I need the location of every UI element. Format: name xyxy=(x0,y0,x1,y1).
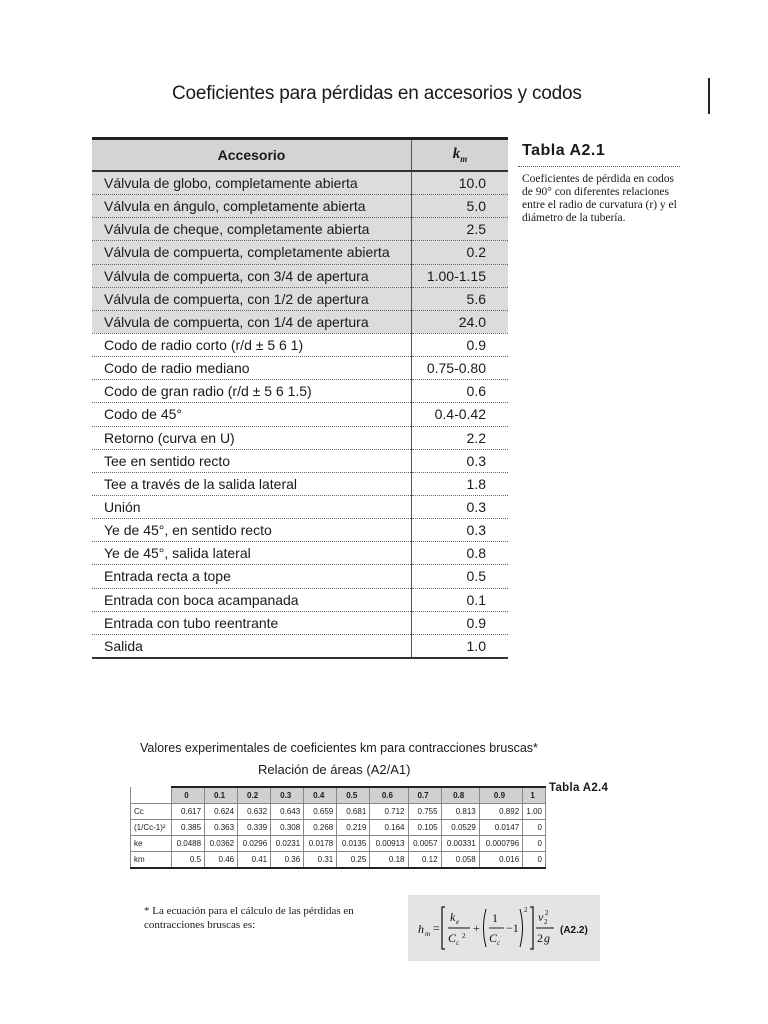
value-cell: 0.31 xyxy=(304,852,337,869)
svg-text:C: C xyxy=(448,931,457,945)
area-ratio-subtitle: Relación de áreas (A2/A1) xyxy=(258,762,411,777)
accesorio-cell: Válvula de cheque, completamente abierta xyxy=(92,218,412,241)
accesorio-cell: Válvula de compuerta, con 1/4 de apertura xyxy=(92,310,412,333)
table-row xyxy=(92,588,508,611)
value-cell: 0.5 xyxy=(172,852,205,869)
table-a24-label: Tabla A2.4 xyxy=(549,782,609,794)
value-cell: 0.617 xyxy=(172,804,205,820)
km-cell: 0.3 xyxy=(412,495,509,518)
km-cell: 10.0 xyxy=(412,171,509,195)
value-cell: 0.681 xyxy=(337,804,370,820)
value-cell: 0.0231 xyxy=(271,836,304,852)
corner-cell xyxy=(131,787,172,804)
value-cell: 0.339 xyxy=(238,820,271,836)
header-accesorio: Accesorio xyxy=(92,139,412,172)
svg-text:+: + xyxy=(473,921,480,935)
value-cell: 0.892 xyxy=(479,804,522,820)
accesorio-cell: Válvula en ángulo, completamente abierta xyxy=(92,195,412,218)
svg-text:2: 2 xyxy=(524,906,528,914)
value-cell: 0.41 xyxy=(238,852,271,869)
table-row xyxy=(92,287,508,310)
value-cell: 0.105 xyxy=(408,820,441,836)
km-cell: 0.75-0.80 xyxy=(412,357,509,380)
km-cell: 0.3 xyxy=(412,519,509,542)
table-row xyxy=(92,403,508,426)
table-row xyxy=(92,380,508,403)
value-cell: 0.363 xyxy=(205,820,238,836)
value-cell: 0.813 xyxy=(441,804,479,820)
column-header: 0.7 xyxy=(408,787,441,804)
divider xyxy=(518,166,680,167)
accesorio-cell: Salida xyxy=(104,637,143,654)
km-cell: 5.6 xyxy=(412,287,509,310)
value-cell: 0.268 xyxy=(304,820,337,836)
value-cell: 0.659 xyxy=(304,804,337,820)
table-row xyxy=(92,472,508,495)
column-header: 0.8 xyxy=(441,787,479,804)
svg-text:h: h xyxy=(418,922,424,936)
value-cell: 0.219 xyxy=(337,820,370,836)
equation-box xyxy=(408,895,600,961)
table-row xyxy=(92,519,508,542)
accesorio-cell: Válvula de compuerta, completamente abierta xyxy=(92,241,412,264)
column-header: 0.3 xyxy=(271,787,304,804)
contraction-coefficients-table xyxy=(130,786,546,869)
svg-text:C: C xyxy=(489,931,498,945)
table-row xyxy=(92,542,508,565)
table-header-row xyxy=(131,787,546,804)
km-cell: 1.0 xyxy=(412,634,509,658)
page-title: Coeficientes para pérdidas en accesorios y codos xyxy=(172,83,582,104)
km-cell: 0.8 xyxy=(412,542,509,565)
column-header: 0.1 xyxy=(205,787,238,804)
value-cell: 0.00331 xyxy=(441,836,479,852)
km-cell: 0.9 xyxy=(412,611,509,634)
km-cell: 2.2 xyxy=(412,426,509,449)
svg-text:e: e xyxy=(456,918,460,926)
value-cell: 0.0529 xyxy=(441,820,479,836)
column-header: 0.4 xyxy=(304,787,337,804)
value-cell: 0.624 xyxy=(205,804,238,820)
accesorio-cell: Entrada con boca acampanada xyxy=(92,588,412,611)
table-header-row xyxy=(92,139,508,172)
value-cell: 0.385 xyxy=(172,820,205,836)
value-cell: 0.0178 xyxy=(304,836,337,852)
svg-text:2: 2 xyxy=(544,918,548,926)
accesorio-cell: Codo de radio corto (r/d ± 5 6 1) xyxy=(92,333,412,356)
header-km: $k_m$ xyxy=(412,139,509,172)
km-cell: 0.6 xyxy=(412,380,509,403)
table-row xyxy=(92,357,508,380)
value-cell: 0.18 xyxy=(370,852,408,869)
value-cell: 0.755 xyxy=(408,804,441,820)
row-label: (1/Cc-1)² xyxy=(131,820,172,836)
km-cell: 5.0 xyxy=(412,195,509,218)
km-cell: 0.5 xyxy=(412,565,509,588)
value-cell: 0.0362 xyxy=(205,836,238,852)
table-row xyxy=(131,836,546,852)
column-header: 0.2 xyxy=(238,787,271,804)
value-cell: 0.25 xyxy=(337,852,370,869)
table-row xyxy=(92,195,508,218)
table-row xyxy=(92,426,508,449)
value-cell: 0.058 xyxy=(441,852,479,869)
table-row xyxy=(92,310,508,333)
loss-equation xyxy=(414,899,594,957)
value-cell: 0.12 xyxy=(408,852,441,869)
value-cell: 0.00913 xyxy=(370,836,408,852)
footnote: * La ecuación para el cálculo de las pérdidas en contracciones bruscas es: xyxy=(144,905,354,931)
value-cell: 0.0488 xyxy=(172,836,205,852)
value-cell: 0.016 xyxy=(479,852,522,869)
column-header: 0.6 xyxy=(370,787,408,804)
svg-text:v: v xyxy=(538,910,544,924)
accesorio-cell: Válvula de compuerta, con 3/4 de apertura xyxy=(92,264,412,287)
svg-text:k: k xyxy=(450,910,456,924)
row-label: ke xyxy=(131,836,172,852)
svg-text:2: 2 xyxy=(462,932,466,940)
table-row xyxy=(92,333,508,356)
value-cell: 0 xyxy=(523,852,546,869)
accesorio-cell: Válvula de compuerta, con 1/2 de apertura xyxy=(92,287,412,310)
table-row xyxy=(92,264,508,287)
km-cell: 0.9 xyxy=(412,333,509,356)
km-cell: 24.0 xyxy=(412,310,509,333)
value-cell: 0.632 xyxy=(238,804,271,820)
accesorio-cell: Válvula de globo, completamente abierta xyxy=(92,171,412,195)
table-a21-caption: Coeficientes de pérdida en codos de 90° con diferentes relaciones entre el radio de curvatura (r) y el diámetro de la tubería. xyxy=(522,173,677,224)
row-label: km xyxy=(131,852,172,869)
km-cell: 0.2 xyxy=(412,241,509,264)
table-row xyxy=(92,634,508,658)
accesorio-cell: Codo de 45° xyxy=(92,403,412,426)
km-cell: 0.1 xyxy=(412,588,509,611)
row-label: Cc xyxy=(131,804,172,820)
accesorio-cell: Tee en sentido recto xyxy=(92,449,412,472)
value-cell: 0.36 xyxy=(271,852,304,869)
km-cell: 0.4-0.42 xyxy=(412,403,509,426)
value-cell: 0 xyxy=(523,836,546,852)
contraction-table-caption: Valores experimentales de coeficientes km para contracciones bruscas* xyxy=(140,741,538,755)
km-cell: 1.00-1.15 xyxy=(412,264,509,287)
value-cell: 0.0147 xyxy=(479,820,522,836)
column-header: 0 xyxy=(172,787,205,804)
equation-label: (A2.2) xyxy=(560,925,588,936)
accesorio-cell: Codo de radio mediano xyxy=(92,357,412,380)
accesorio-cell: Entrada con tubo reentrante xyxy=(92,611,412,634)
value-cell: 0.000796 xyxy=(479,836,522,852)
value-cell: 1.00 xyxy=(523,804,546,820)
table-row xyxy=(131,852,546,869)
value-cell: 0.0296 xyxy=(238,836,271,852)
column-header: 0.9 xyxy=(479,787,522,804)
table-row xyxy=(131,820,546,836)
accesorio-cell: Unión xyxy=(92,495,412,518)
table-row xyxy=(131,804,546,820)
value-cell: 0.643 xyxy=(271,804,304,820)
svg-text:c: c xyxy=(456,939,460,947)
fittings-loss-table xyxy=(92,137,508,659)
value-cell: 0 xyxy=(523,820,546,836)
page-edge-mark xyxy=(708,78,710,114)
km-cell: 0.3 xyxy=(412,449,509,472)
value-cell: 0.164 xyxy=(370,820,408,836)
value-cell: 0.0057 xyxy=(408,836,441,852)
accesorio-cell: Tee a través de la salida lateral xyxy=(92,472,412,495)
column-header: 1 xyxy=(523,787,546,804)
table-row xyxy=(92,171,508,195)
table-row xyxy=(92,241,508,264)
accesorio-cell: Ye de 45°, salida lateral xyxy=(92,542,412,565)
svg-text:1: 1 xyxy=(492,911,498,925)
column-header: 0.5 xyxy=(337,787,370,804)
table-row xyxy=(92,495,508,518)
svg-text:g: g xyxy=(544,931,550,945)
value-cell: 0.712 xyxy=(370,804,408,820)
svg-text:m: m xyxy=(425,930,431,938)
svg-text:2: 2 xyxy=(537,931,543,945)
svg-text:2: 2 xyxy=(545,909,549,917)
svg-text:c: c xyxy=(497,939,501,947)
table-row xyxy=(92,611,508,634)
table-row xyxy=(92,449,508,472)
svg-text:=: = xyxy=(433,921,440,935)
km-cell: 1.8 xyxy=(412,472,509,495)
value-cell: 0.46 xyxy=(205,852,238,869)
accesorio-cell: Retorno (curva en U) xyxy=(92,426,412,449)
table-row xyxy=(92,218,508,241)
accesorio-cell: Codo de gran radio (r/d ± 5 6 1.5) xyxy=(92,380,412,403)
value-cell: 0.0135 xyxy=(337,836,370,852)
accesorio-cell: Ye de 45°, en sentido recto xyxy=(92,519,412,542)
value-cell: 0.308 xyxy=(271,820,304,836)
accesorio-cell: Entrada recta a tope xyxy=(92,565,412,588)
km-cell: 2.5 xyxy=(412,218,509,241)
table-a21-label: Tabla A2.1 xyxy=(522,142,606,159)
table-row xyxy=(92,565,508,588)
svg-text:−1: −1 xyxy=(506,921,519,935)
